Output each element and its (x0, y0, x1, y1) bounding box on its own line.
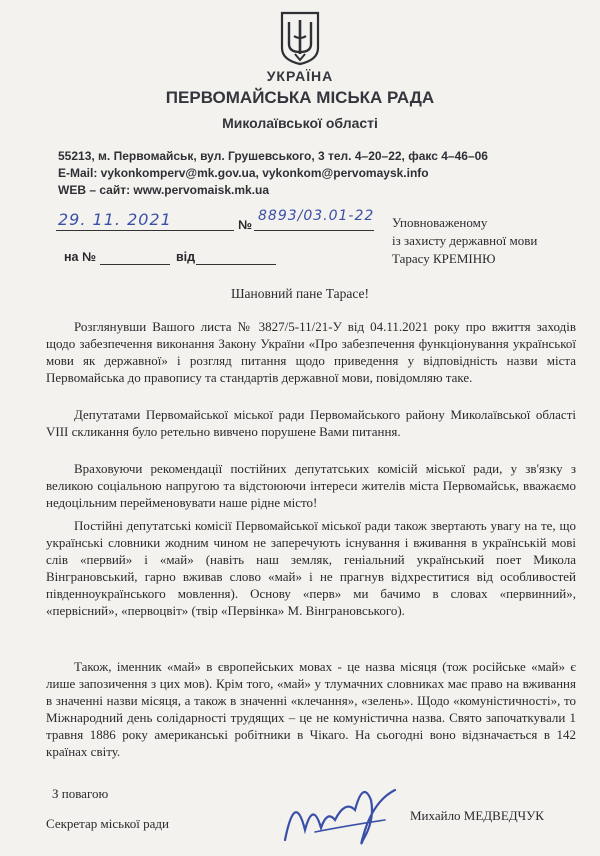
region-title: Миколаївської області (222, 115, 378, 131)
handwritten-signature (275, 770, 425, 856)
reply-from-label: від (176, 250, 196, 264)
number-underline (254, 230, 374, 231)
contacts-block (58, 148, 488, 199)
paragraph-1: Розглянувши Вашого листа № 3827/5-11/21-У від 04.11.2021 року про вжиття заходів щодо забезпечення виконання Закону України «Про забезпечення функціонування української мови як державної» і розгляд питання щодо приведення у відповідність назви міста Первомайська до правопису та стандартів державної мови, повідомляю таке. (46, 319, 576, 385)
paragraph-5: Також, іменник «май» в європейських мовах - це назва місяця (тож російське «май» є лише запозичення з цих мов). Крім того, «май» у тлумачних словниках має право на вживання в значенні назви місяця, а також в значенні «клечання», «зелень». Щодо «комуністичності», то Міжнародний день солідарності трудящих – це не комуністична назва. Свято започаткували 1 травня 1886 року американські робітники в Чікаго. На сьогодні воно відзначається в 142 країнах світу. (46, 659, 576, 759)
addressee-line-2: із захисту державної мови (392, 233, 538, 248)
addressee-block (392, 214, 537, 268)
number-label: № (238, 218, 252, 232)
addressee-line-1: Уповноваженому (392, 215, 488, 230)
regards-text: З повагою (52, 786, 109, 801)
handwritten-number: 8893/03.01-22 (258, 208, 375, 224)
reply-number-underline (100, 264, 170, 265)
handwritten-date: 29. 11. 2021 (58, 210, 172, 229)
addressee-line-3: Тарасу КРЕМІНЮ (392, 251, 496, 266)
greeting: Шановний пане Тарасе! (230, 286, 370, 301)
address-line: 55213, м. Первомайськ, вул. Грушевського, 3 тел. 4–20–22, факс 4–46–06 (58, 149, 488, 163)
trident-coat-of-arms-icon (279, 10, 321, 66)
country-title: УКРАЇНА (266, 68, 334, 84)
council-title: ПЕРВОМАЙСЬКА МІСЬКА РАДА (165, 88, 435, 107)
paragraph-3: Враховуючи рекомендації постійних депутатських комісій міської ради, у зв'язку з великою соціальною напругою та відстоюючи інтереси жителів міста Первомайськ, вважаємо недоцільним перейменовувати наше рідне місто! (46, 461, 576, 510)
signatory-name: Михайло МЕДВЕДЧУК (410, 808, 544, 823)
paragraph-2: Депутатами Первомайської міської ради Первомайського району Миколаївської області VIII скликання було ретельно вивчено порушене Вами питання. (46, 407, 576, 439)
email-line: E-Mail: vykonkomperv@mk.gov.ua, vykonkom@pervomaysk.info (58, 166, 429, 180)
paragraph-4: Постійні депутатські комісії Первомайської міської ради також звертають увагу на те, що українські словники жодним чином не заперечують існування і вживання в українській мові слів «первий» і «май» (навіть наш земляк, геніальний український поет Микола Вінграновський, гарно вживав слово «май» і не прагнув відхреститися від особливостей південноукраїнського мовлення). Основу «перв» ми бачимо в словах «первинний», «первісний», «первоцвіт» (твір «Первінка» М. Вінграновського). (46, 518, 576, 618)
signatory-position: Секретар міської ради (46, 816, 169, 831)
reply-to-label: на № (64, 250, 96, 264)
web-line: WEB – сайт: www.pervomaisk.mk.ua (58, 183, 270, 197)
reply-date-underline (196, 264, 276, 265)
date-underline (56, 230, 234, 231)
